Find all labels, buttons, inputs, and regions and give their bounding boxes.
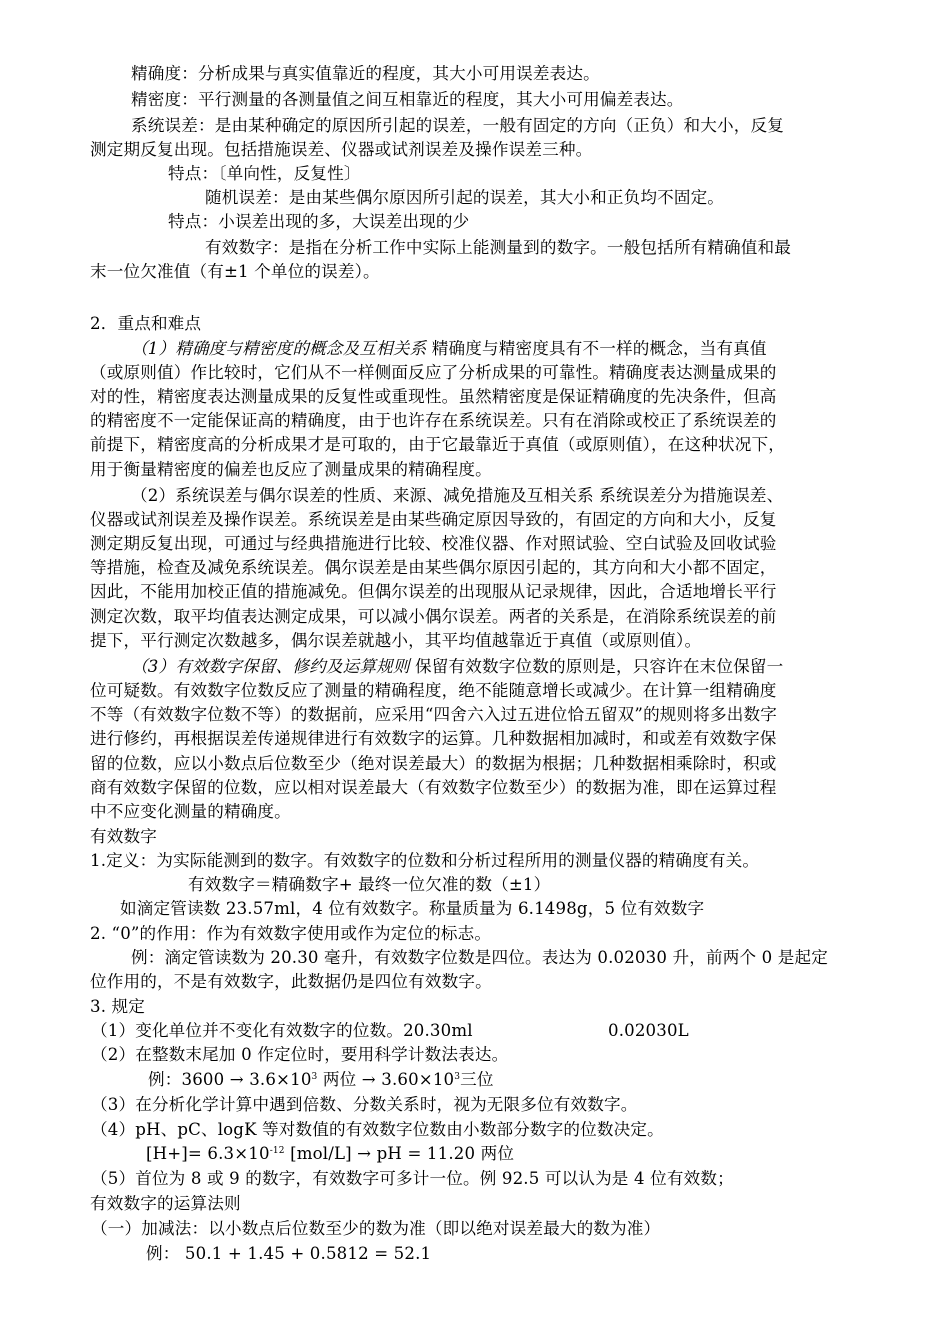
- rule-2-example-part2: 两位 → 3.60×10: [317, 1070, 455, 1089]
- rule-4: （4）pH、pC、logK 等对数值的有效数字位数由小数部分数字的位数决定。: [91, 1120, 664, 1139]
- para2-line5: 因此，不能用加校正值的措施减免。但偶尔误差的出现服从记录规律，因此，合适地增长平行: [90, 582, 777, 601]
- para3-line4: 进行修约，再根据误差传递规律进行有效数字的运算。几种数据相加减时，和或差有效数字保: [90, 729, 777, 748]
- para3-line5: 留的位数，应以小数点后位数至少（绝对误差最大）的数据为根据；几种数据相乘除时，积或: [90, 754, 777, 773]
- rule-1-text: （1）变化单位并不变化有效数字的位数。20.30ml: [91, 1021, 473, 1040]
- rule-3: （3）在分析化学计算中遇到倍数、分数关系时，视为无限多位有效数字。: [91, 1095, 638, 1114]
- rule-4-example-part1: [H+]= 6.3×10: [146, 1144, 270, 1163]
- def-sigfig-line1: 有效数字：是指在分析工作中实际上能测量到的数字。一般包括所有精确值和最: [205, 238, 792, 257]
- rule-2-example-part1: 例：3600 → 3.6×10: [148, 1070, 312, 1089]
- para3-title: （3）有效数字保留、修约及运算规则: [131, 657, 410, 676]
- rule-2-example: [148, 1068, 948, 1092]
- sigfig-formula: 有效数字＝精确数字+ 最终一位欠准的数（±1）: [188, 875, 551, 894]
- para1-line2: （或原则值）作比较时，它们从不一样侧面反应了分析成果的可靠性。精确度表达测量成果的: [90, 363, 777, 382]
- para2-line7: 提下，平行测定次数越多，偶尔误差就越小，其平均值越靠近于真值（或原则值）。: [90, 631, 702, 650]
- rule-1: [91, 1019, 891, 1043]
- rule-4-example: [146, 1142, 946, 1166]
- systematic-feature: 特点：〔单向性，反复性〕: [168, 164, 361, 183]
- rule-2-example-part3: 三位: [460, 1070, 494, 1089]
- para2-line2: 仪器或试剂误差及操作误差。系统误差是由某些确定原因导致的，有固定的方向和大小，反复: [90, 510, 777, 529]
- rule-1-value: 0.02030L: [608, 1021, 689, 1040]
- para3-line7: 中不应变化测量的精确度。: [90, 802, 291, 821]
- def-accuracy: 精确度：分析成果与真实值靠近的程度，其大小可用误差表达。: [131, 64, 600, 83]
- zero-role-line1: 2. “0”的作用：作为有效数字使用或作为定位的标志。: [90, 924, 492, 943]
- rule-4-example-part2: [mol/L] → pH = 11.20 两位: [284, 1144, 515, 1163]
- para2-line6: 测定次数，取平均值表达测定成果，可以减小偶尔误差。两者的关系是，在消除系统误差的前: [90, 607, 777, 626]
- sigfig-heading: 有效数字: [90, 827, 157, 846]
- rule-4-exponent: -12: [269, 1146, 285, 1156]
- def-precision: 精密度：平行测量的各测量值之间互相靠近的程度，其大小可用偏差表达。: [131, 90, 684, 109]
- para1-line5: 前提下，精密度高的分析成果才是可取的，由于它最靠近于真值（或原则值），在这种状况下，: [90, 435, 785, 454]
- sigfig-definition: 1.定义：为实际能测到的数字。有效数字的位数和分析过程所用的测量仪器的精确度有关。: [90, 851, 760, 870]
- rule-2: （2）在整数末尾加 0 作定位时，要用科学计数法表达。: [91, 1045, 509, 1064]
- para3-line6: 商有效数字保留的位数，应以相对误差最大（有效数字位数至少）的数据为准，即在运算过程: [90, 778, 777, 797]
- para1-line4: 的精密度不一定能保证高的精确度，由于也许存在系统误差。只有在消除或校正了系统误差的: [90, 411, 777, 430]
- zero-role-line2: 例：滴定管读数为 20.30 毫升，有效数字位数是四位。表达为 0.02030 升，前两个 0 是起定: [131, 948, 828, 967]
- rules-heading: 3. 规定: [90, 997, 146, 1016]
- zero-role-line3: 位作用的，不是有效数字，此数据仍是四位有效数字。: [90, 972, 492, 991]
- para3-line2: 位可疑数。有效数字位数反应了测量的精确程度，绝不能随意增长或减少。在计算一组精确度: [90, 681, 777, 700]
- rule-2-exponent2: 3: [454, 1072, 461, 1082]
- def-systematic-line2: 测定期反复出现。包括措施误差、仪器或试剂误差及操作误差三种。: [90, 140, 593, 159]
- random-feature: 特点：小误差出现的多，大误差出现的少: [168, 212, 470, 231]
- para1-title: （1）精确度与精密度的概念及互相关系: [131, 339, 427, 358]
- para1-line6: 用于衡量精密度的偏差也反应了测量成果的精确程度。: [90, 460, 492, 479]
- rule-2-exponent1: 3: [311, 1072, 318, 1082]
- para2-line4: 等措施，检查及减免系统误差。偶尔误差是由某些偶尔原因引起的，其方向和大小都不固定，: [90, 558, 777, 577]
- para1-text: 精确度与精密度具有不一样的概念，当有真值: [426, 339, 767, 358]
- para3-line1: [131, 655, 931, 679]
- operations-add-subtract: （一）加减法：以小数点后位数至少的数为准（即以绝对误差最大的数为准）: [91, 1219, 661, 1238]
- para2-line1: （2）系统误差与偶尔误差的性质、来源、减免措施及互相关系 系统误差分为措施误差、: [131, 486, 784, 505]
- sigfig-example: 如滴定管读数 23.57ml，4 位有效数字。称量质量为 6.1498g，5 位有效数字: [120, 899, 705, 918]
- operations-add-example: 例： 50.1 + 1.45 + 0.5812 = 52.1: [146, 1244, 432, 1263]
- def-random: 随机误差：是由某些偶尔原因所引起的误差，其大小和正负均不固定。: [205, 188, 725, 207]
- para3-text: 保留有效数字位数的原则是，只容许在末位保留一: [409, 657, 784, 676]
- para1-line3: 对的性，精密度表达测量成果的反复性或重现性。虽然精密度是保证精确度的先决条件，但高: [90, 387, 777, 406]
- operations-heading: 有效数字的运算法则: [90, 1194, 241, 1213]
- def-sigfig-line2: 末一位欠准值（有±1 个单位的误差）。: [90, 262, 380, 281]
- rule-5: （5）首位为 8 或 9 的数字，有效数字可多计一位。例 92.5 可以认为是 4 位有效数；: [91, 1169, 734, 1188]
- para3-line3: 不等（有效数字位数不等）的数据前，应采用“四舍六入过五进位恰五留双”的规则将多出数字: [90, 705, 778, 724]
- def-systematic-line1: 系统误差：是由某种确定的原因所引起的误差，一般有固定的方向（正负）和大小，反复: [131, 116, 785, 135]
- para2-line3: 测定期反复出现，可通过与经典措施进行比较、校准仪器、作对照试验、空白试验及回收试验: [90, 534, 777, 553]
- key-points-heading: 2．重点和难点: [90, 314, 202, 333]
- para1-line1: [131, 337, 931, 361]
